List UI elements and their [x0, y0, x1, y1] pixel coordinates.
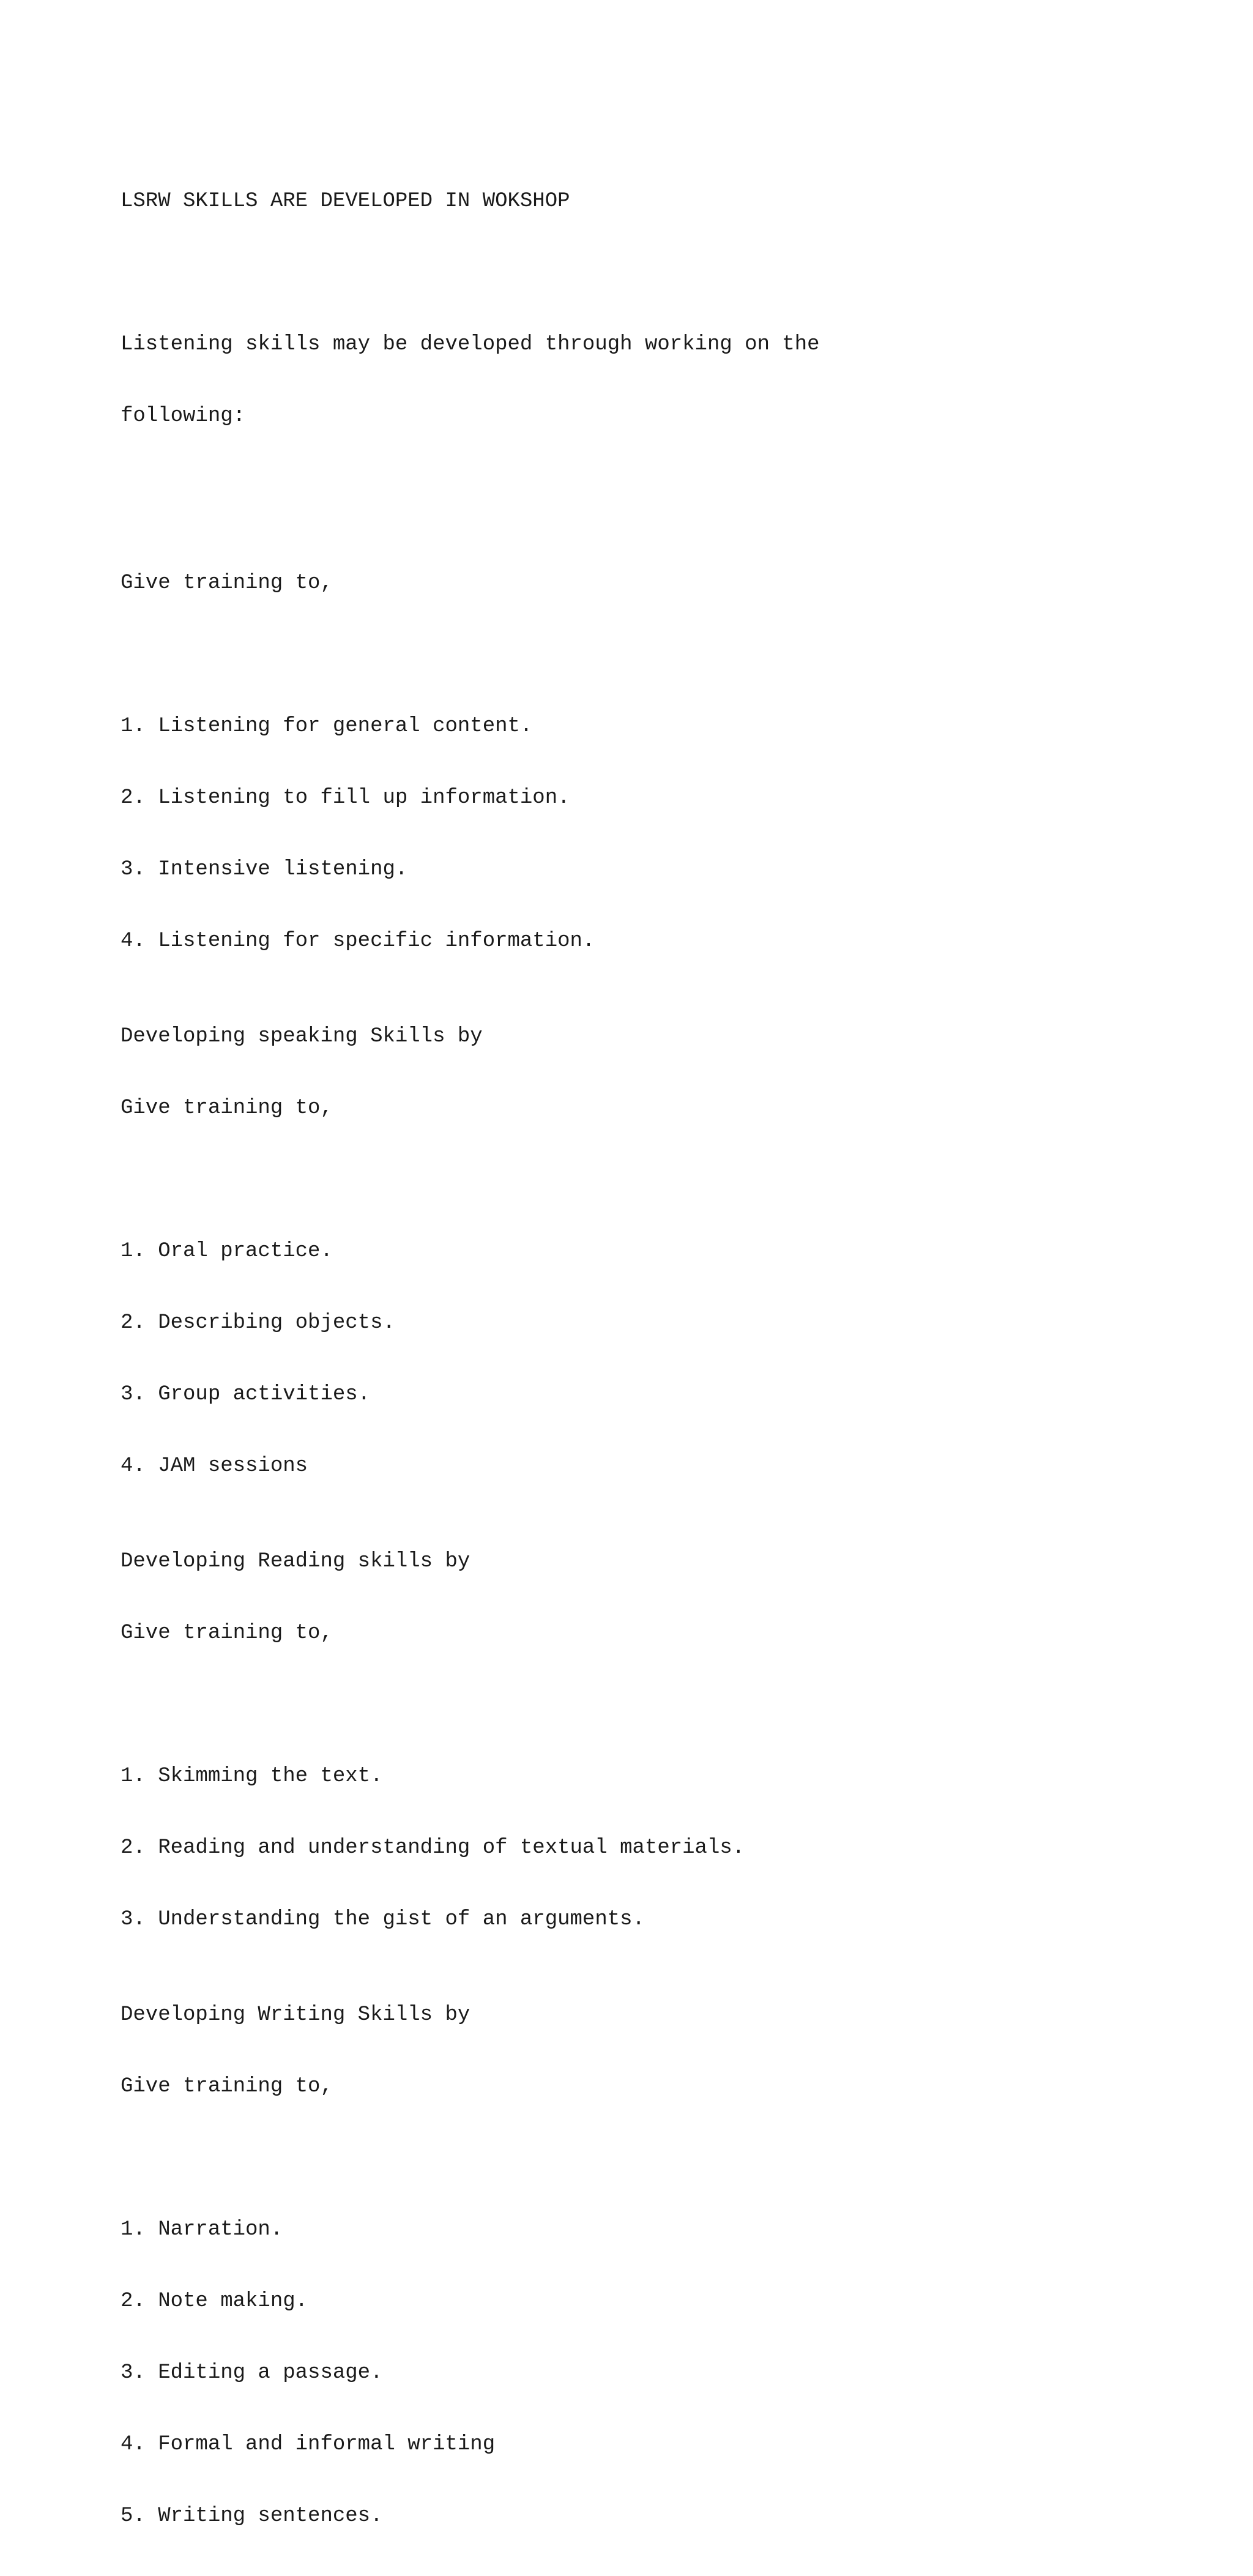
list-item: 1. Narration. [121, 2218, 283, 2241]
list-item: 2. Listening to fill up information. [121, 786, 570, 810]
spacer [121, 643, 820, 667]
speaking-lead: Give training to, [121, 1096, 333, 1120]
listening-lead: Give training to, [121, 571, 333, 595]
speaking-heading: Developing speaking Skills by [121, 1025, 483, 1048]
intro-text: Listening skills may be developed through working on the [121, 333, 820, 356]
spacer [121, 2146, 820, 2170]
writing-lead: Give training to, [121, 2075, 333, 2098]
list-item: 2. Describing objects. [121, 1311, 395, 1335]
spacer [121, 261, 820, 285]
list-item: 1. Oral practice. [121, 1240, 333, 1263]
writing-heading: Developing Writing Skills by [121, 2003, 470, 2027]
list-item: 1. Skimming the text. [121, 1765, 383, 1788]
list-item: 3. Group activities. [121, 1383, 371, 1406]
list-item: 2. Note making. [121, 2290, 308, 2313]
list-item: 3. Understanding the gist of an arguments. [121, 1908, 645, 1931]
intro-text: following: [121, 404, 246, 428]
spacer [121, 1693, 820, 1717]
list-item: 1. Listening for general content. [121, 715, 533, 738]
reading-lead: Give training to, [121, 1621, 333, 1645]
list-item: 5. Writing sentences. [121, 2504, 383, 2528]
list-item: 3. Editing a passage. [121, 2361, 383, 2384]
spacer [121, 476, 820, 500]
spacer [121, 1168, 820, 1192]
list-item: 4. Formal and informal writing [121, 2433, 496, 2456]
reading-heading: Developing Reading skills by [121, 1550, 470, 1573]
document-body [121, 142, 820, 2576]
list-item: 3. Intensive listening. [121, 858, 408, 881]
list-item: 4. Listening for specific information. [121, 929, 595, 953]
document-title: LSRW SKILLS ARE DEVELOPED IN WOKSHOP [121, 190, 570, 213]
list-item: 2. Reading and understanding of textual materials. [121, 1836, 745, 1859]
list-item: 4. JAM sessions [121, 1454, 308, 1478]
